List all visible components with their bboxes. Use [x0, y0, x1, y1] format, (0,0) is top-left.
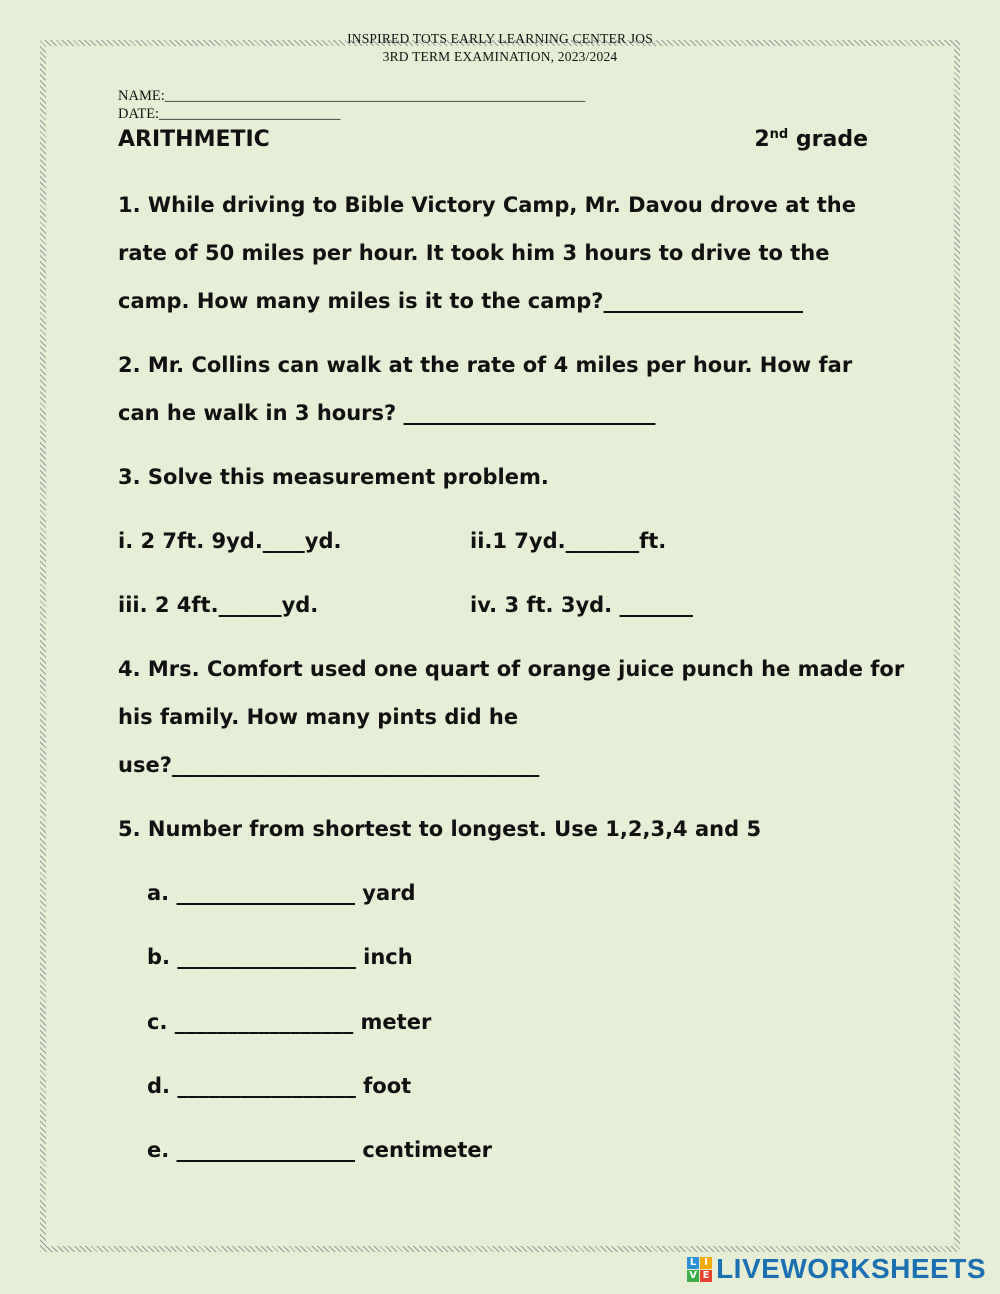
grade-number: 2 — [754, 127, 770, 152]
q2-line-1: 2. Mr. Collins can walk at the rate of 4 miles per hour. How far — [118, 353, 853, 377]
q4-answer-line[interactable]: use?___________________________________ — [118, 753, 540, 777]
q3-title: 3. Solve this measurement problem. — [118, 465, 549, 489]
liveworksheets-logo — [687, 1254, 986, 1284]
q3-ii[interactable]: ii.1 7yd._______ft. — [470, 529, 667, 553]
q2-answer-line[interactable]: can he walk in 3 hours? ________________________ — [118, 401, 656, 425]
q1-answer-line[interactable]: camp. How many miles is it to the camp?___________________ — [118, 289, 803, 313]
date-field[interactable]: DATE:_________________________ — [118, 106, 341, 122]
school-name: INSPIRED TOTS EARLY LEARNING CENTER JOS — [347, 31, 653, 46]
logo-text: LIVEWORKSHEETS — [716, 1253, 986, 1284]
grade-suffix: nd — [769, 127, 789, 142]
q4-line-2: his family. How many pints did he — [118, 705, 519, 729]
name-field[interactable]: NAME:__________________________________________________________ — [118, 88, 586, 104]
page-border — [40, 40, 960, 1252]
q1-line-2: rate of 50 miles per hour. It took him 3 hours to drive to the — [118, 241, 830, 265]
q4-line-1: 4. Mrs. Comfort used one quart of orange juice punch he made for — [118, 657, 905, 681]
q3-iv[interactable]: iv. 3 ft. 3yd. _______ — [470, 593, 693, 617]
exam-title: 3RD TERM EXAMINATION, 2023/2024 — [382, 49, 618, 64]
q3-i[interactable]: i. 2 7ft. 9yd.____yd. — [118, 529, 342, 553]
grade-word: grade — [795, 127, 868, 152]
q5-item-e[interactable]: e. _________________ centimeter — [147, 1138, 492, 1162]
logo-tile-i: I — [700, 1257, 712, 1269]
logo-mark-icon — [687, 1257, 712, 1282]
q5-item-c[interactable]: c. _________________ meter — [147, 1010, 432, 1034]
subject-title: ARITHMETIC — [118, 127, 270, 152]
q5-title: 5. Number from shortest to longest. Use 1,2,3,4 and 5 — [118, 817, 762, 841]
logo-tile-e: E — [700, 1270, 712, 1282]
q5-item-a[interactable]: a. _________________ yard — [147, 881, 416, 905]
logo-tile-v: V — [687, 1270, 699, 1282]
q5-item-b[interactable]: b. _________________ inch — [147, 945, 413, 969]
q3-iii[interactable]: iii. 2 4ft.______yd. — [118, 593, 319, 617]
q5-item-d[interactable]: d. _________________ foot — [147, 1074, 412, 1098]
q1-line-1: 1. While driving to Bible Victory Camp, Mr. Davou drove at the — [118, 193, 856, 217]
grade-label — [754, 127, 868, 152]
logo-tile-l: L — [687, 1257, 699, 1269]
